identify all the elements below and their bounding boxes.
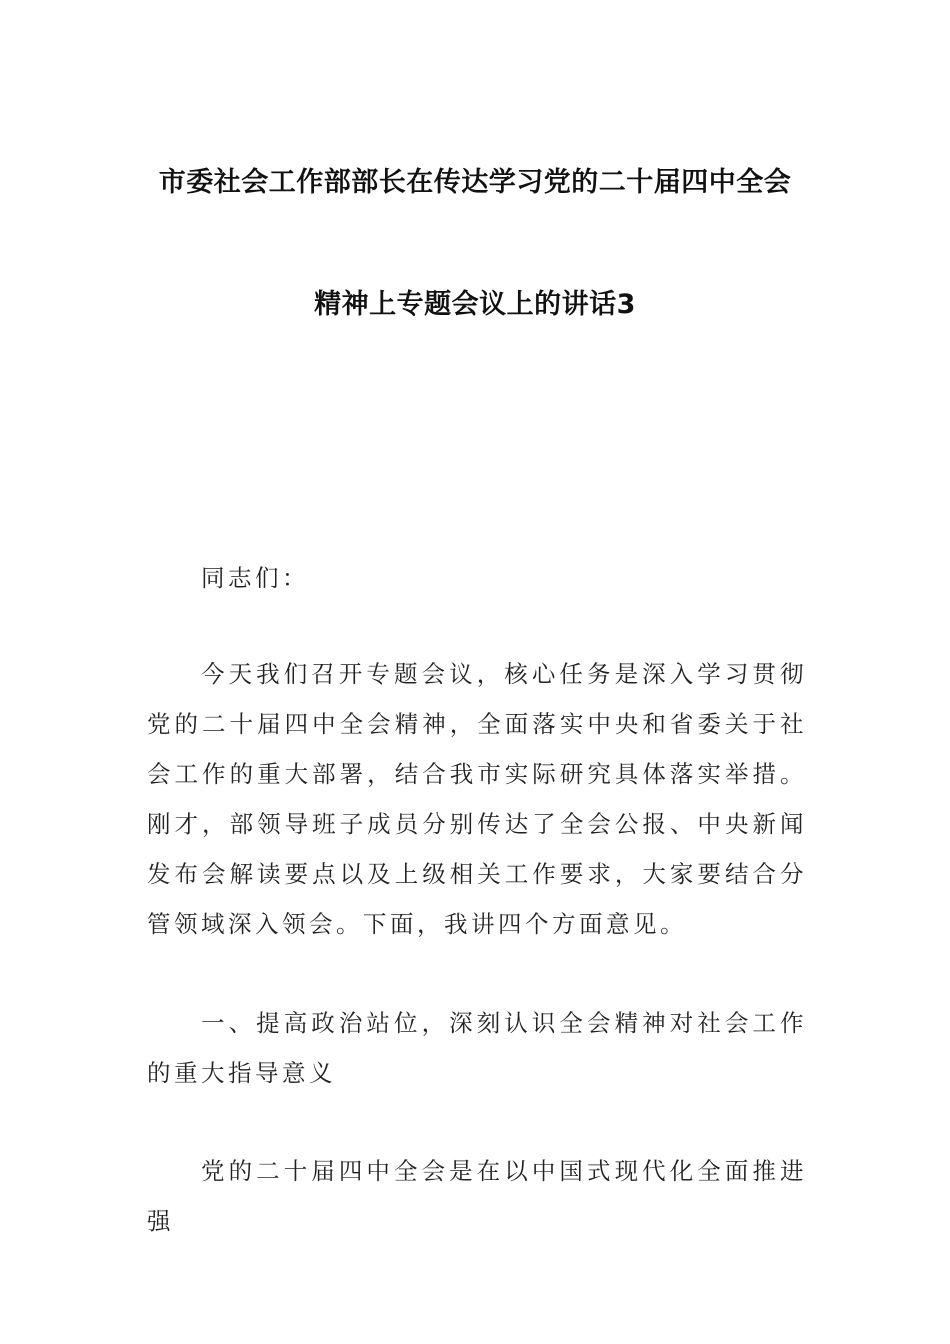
paragraph-section-1: 党的二十届四中全会是在以中国式现代化全面推进强: [147, 1157, 807, 1235]
document-title-line-1: 市委社会工作部部长在传达学习党的二十届四中全会: [158, 167, 792, 198]
document-title-line-2: 精神上专题会议上的讲话3: [314, 289, 636, 320]
paragraph-intro: 今天我们召开专题会议，核心任务是深入学习贯彻党的二十届四中全会精神，全面落实中央和省委关于社会工作的重大部署，结合我市实际研究具体落实举措。刚才，部领导班子成员分别传达了全会公报、中央新闻发布会解读要点以及上级相关工作要求，大家要结合分管领域深入领会。下面，我讲四个方面意见。: [147, 660, 807, 938]
greeting: 同志们：: [201, 564, 309, 592]
section-heading-1: 一、提高政治站位，深刻认识全会精神对社会工作的重大指导意义: [147, 1009, 807, 1087]
